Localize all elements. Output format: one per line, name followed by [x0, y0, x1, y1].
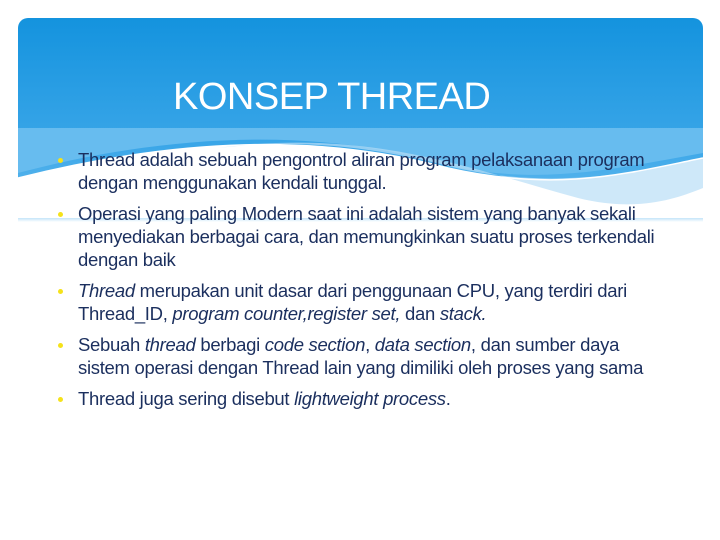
- bullet-item: [58, 148, 668, 194]
- bullet-text: merupakan unit dasar dari penggunaan CPU, yang terdiri dari Thread_ID,: [78, 280, 627, 324]
- bullet-text: dan: [400, 303, 440, 324]
- bullet-text: berbagi: [195, 334, 265, 355]
- bullet-text-italic: data section: [374, 334, 471, 355]
- bullet-dot-icon: [58, 212, 63, 217]
- bullet-text-italic: stack.: [439, 303, 487, 324]
- bullet-dot-icon: [58, 158, 63, 163]
- bullet-text-italic: Thread: [78, 280, 135, 301]
- bullet-dot-icon: [58, 343, 63, 348]
- bullet-item: [58, 387, 668, 410]
- bullet-dot-icon: [58, 397, 63, 402]
- bullet-text-italic: lightweight process: [294, 388, 446, 409]
- bullet-dot-icon: [58, 289, 63, 294]
- bullet-text: Thread adalah sebuah pengontrol aliran program pelaksanaan program dengan menggunakan kendali tunggal.: [78, 149, 645, 193]
- bullet-text: Thread juga sering disebut: [78, 388, 295, 409]
- bullet-item: [58, 333, 668, 379]
- slide: [18, 18, 703, 528]
- bullet-text: Sebuah: [78, 334, 145, 355]
- bullet-text: Operasi yang paling Modern saat ini adalah sistem yang banyak sekali menyediakan berbagai cara, dan memungkinkan suatu proses terkendali dengan baik: [78, 203, 655, 270]
- slide-title: KONSEP THREAD: [173, 76, 491, 118]
- bullet-text: ,: [365, 334, 375, 355]
- bullet-list: [58, 148, 668, 418]
- bullet-text-italic: program counter,register set,: [172, 303, 401, 324]
- bullet-text-italic: thread: [144, 334, 196, 355]
- bullet-item: [58, 279, 668, 325]
- bullet-item: [58, 202, 668, 271]
- bullet-text: , dan sumber daya sistem operasi dengan Thread lain yang dimiliki oleh proses yang sama: [78, 334, 644, 378]
- bullet-text: .: [445, 388, 451, 409]
- bullet-text-italic: code section: [264, 334, 366, 355]
